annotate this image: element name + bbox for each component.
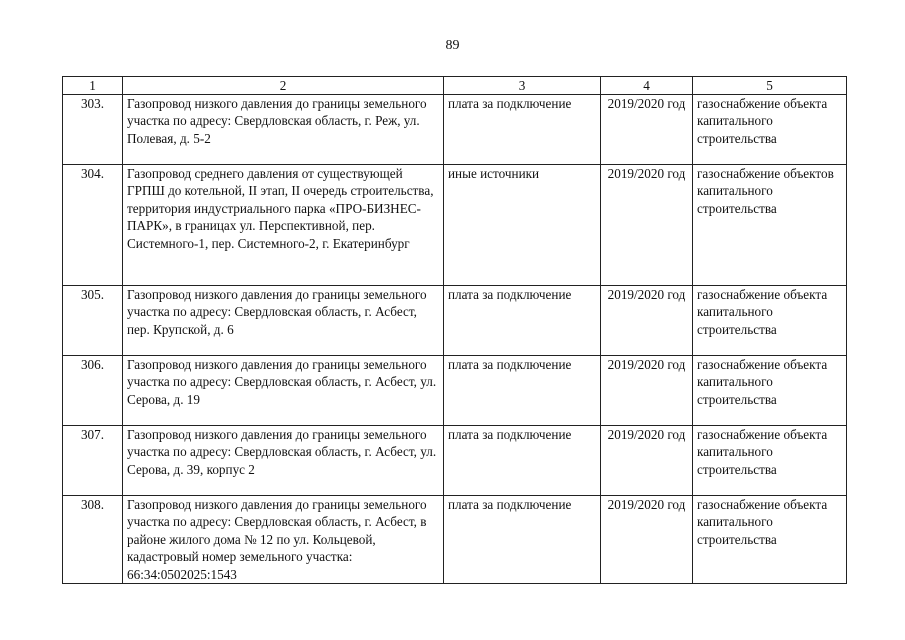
funding-source: плата за подключение <box>444 356 601 426</box>
row-number: 307. <box>63 426 123 496</box>
period: 2019/2020 год <box>601 426 693 496</box>
period: 2019/2020 год <box>601 286 693 356</box>
data-table <box>62 76 847 584</box>
table-row <box>63 286 847 356</box>
period: 2019/2020 год <box>601 165 693 286</box>
funding-source: иные источники <box>444 165 601 286</box>
object-name: Газопровод низкого давления до границы земельного участка по адресу: Свердловская область, г. Реж, ул. Полевая, д. 5-2 <box>123 95 444 165</box>
table-row <box>63 426 847 496</box>
purpose: газоснабжение объекта капитального строительства <box>693 286 847 356</box>
funding-source: плата за подключение <box>444 426 601 496</box>
table-row <box>63 95 847 165</box>
page-number: 89 <box>445 38 460 53</box>
funding-source: плата за подключение <box>444 95 601 165</box>
column-header: 5 <box>693 77 847 95</box>
object-name: Газопровод низкого давления до границы земельного участка по адресу: Свердловская область, г. Асбест, ул. Серова, д. 39, корпус 2 <box>123 426 444 496</box>
column-header: 3 <box>444 77 601 95</box>
column-header: 1 <box>63 77 123 95</box>
period: 2019/2020 год <box>601 356 693 426</box>
object-name: Газопровод низкого давления до границы земельного участка по адресу: Свердловская область, г. Асбест, пер. Крупской, д. 6 <box>123 286 444 356</box>
table-row <box>63 496 847 584</box>
purpose: газоснабжение объекта капитального строительства <box>693 95 847 165</box>
purpose: газоснабжение объекта капитального строительства <box>693 426 847 496</box>
column-header: 4 <box>601 77 693 95</box>
table-row <box>63 356 847 426</box>
object-name: Газопровод среднего давления от существующей ГРПШ до котельной, II этап, II очередь строительства, территория индустриального парка «ПРО-БИЗНЕС-ПАРК», в границах ул. Перспективной, пер. Системного-1, пер. Системного-2, г. Екатеринбург <box>123 165 444 286</box>
period: 2019/2020 год <box>601 496 693 584</box>
row-number: 308. <box>63 496 123 584</box>
table-row <box>63 165 847 286</box>
object-name: Газопровод низкого давления до границы земельного участка по адресу: Свердловская область, г. Асбест, ул. Серова, д. 19 <box>123 356 444 426</box>
purpose: газоснабжение объекта капитального строительства <box>693 356 847 426</box>
object-name: Газопровод низкого давления до границы земельного участка по адресу: Свердловская область, г. Асбест, в районе жилого дома № 12 по ул. Кольцевой, кадастровый номер земельного участка: 66:34:0502025:1543 <box>123 496 444 584</box>
funding-source: плата за подключение <box>444 496 601 584</box>
funding-source: плата за подключение <box>444 286 601 356</box>
period: 2019/2020 год <box>601 95 693 165</box>
column-header: 2 <box>123 77 444 95</box>
row-number: 303. <box>63 95 123 165</box>
row-number: 305. <box>63 286 123 356</box>
purpose: газоснабжение объекта капитального строительства <box>693 496 847 584</box>
row-number: 306. <box>63 356 123 426</box>
purpose: газоснабжение объектов капитального строительства <box>693 165 847 286</box>
row-number: 304. <box>63 165 123 286</box>
table-header-row <box>63 77 847 95</box>
